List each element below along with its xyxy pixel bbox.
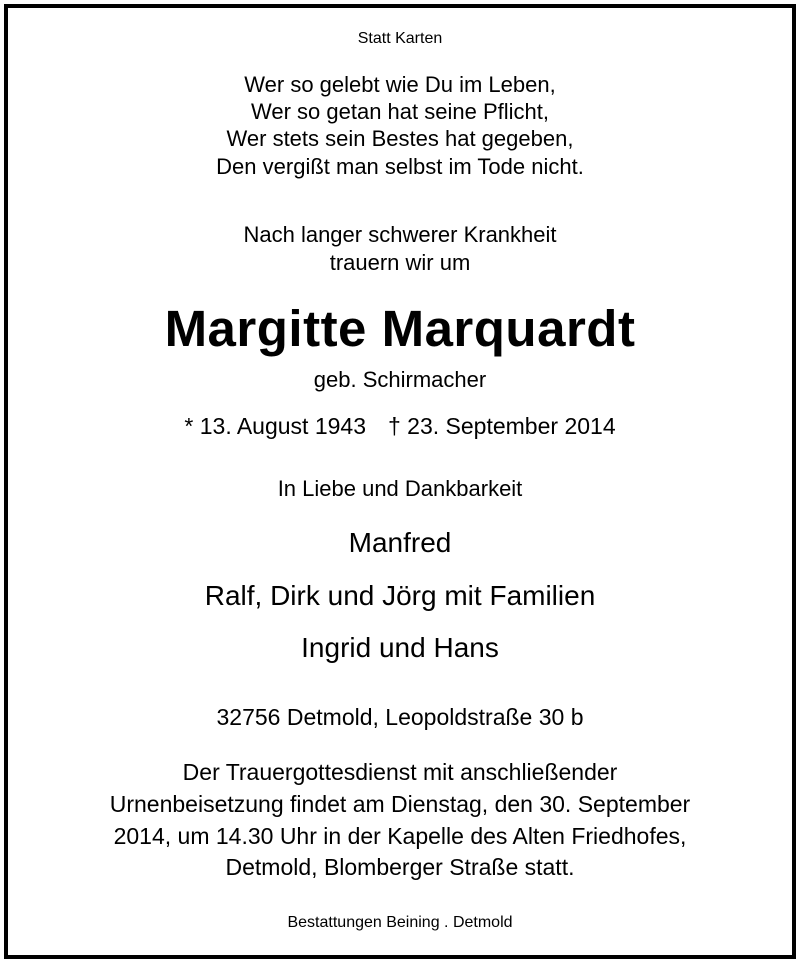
poem-line-1: Wer so gelebt wie Du im Leben, [244,72,556,97]
birth-date: * 13. August 1943 [184,413,366,439]
mourner-line-2: Ralf, Dirk und Jörg mit Familien [204,580,596,611]
poem-line-3: Wer stets sein Bestes hat gegeben, [226,126,574,151]
mourners-intro: In Liebe und Dankbarkeit [277,476,523,501]
intro-line-1: Nach langer schwerer Krankheit [243,222,557,247]
deceased-name: Margitte Marquardt [164,300,636,357]
birth-name: geb. Schirmacher [313,367,487,392]
service-line-1: Der Trauergottesdienst mit anschließender [182,759,618,785]
mourner-line-3: Ingrid und Hans [301,632,499,663]
life-dates [0,415,800,438]
poem-line-2: Wer so getan hat seine Pflicht, [251,99,549,124]
service-line-2: Urnenbeisetzung findet am Dienstag, den 30. September [109,791,691,817]
poem-line-4: Den vergißt man selbst im Tode nicht. [216,154,584,179]
address: 32756 Detmold, Leopoldstraße 30 b [216,704,584,730]
header-text: Statt Karten [357,30,443,47]
mourner-line-1: Manfred [348,527,452,558]
service-line-3: 2014, um 14.30 Uhr in der Kapelle des Alten Friedhofes, [113,823,687,849]
intro-line-2: trauern wir um [329,250,471,275]
footer-text: Bestattungen Beining . Detmold [287,914,513,931]
service-line-4: Detmold, Blomberger Straße statt. [225,854,575,880]
death-date: † 23. September 2014 [388,413,616,439]
